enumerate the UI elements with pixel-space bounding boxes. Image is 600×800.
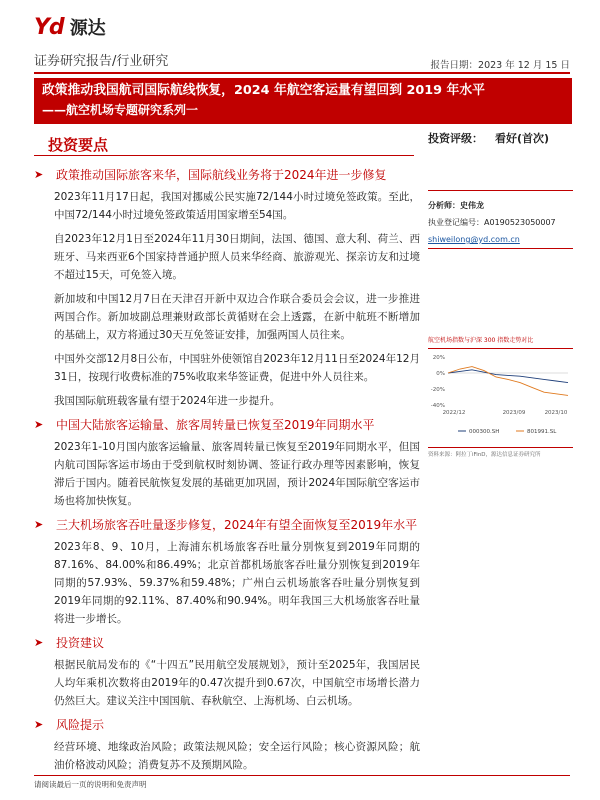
- paragraph: 自2023年12月1日至2024年11月30日期间，法国、德国、意大利、荷兰、西班牙、马来西亚6个国家持普通护照人员来华经商、旅游观光、探亲访友和过境不超过15天，可免签入境。: [54, 233, 420, 281]
- bullet-heading: [34, 166, 420, 184]
- legend-label: 000300.SH: [469, 429, 500, 435]
- investment-rating: [428, 130, 573, 146]
- y-tick-label: 0%: [436, 371, 445, 377]
- paragraph: 经营环境、地缘政治风险；政策法规风险；安全运行风险；核心资源风险；航油价格波动风险；消费复苏不及预期风险。: [54, 741, 420, 771]
- title-banner: [34, 78, 572, 124]
- main-content: [34, 160, 420, 780]
- bullet-heading-text: 风险提示: [56, 718, 105, 732]
- y-tick-label: -40%: [430, 403, 445, 409]
- report-date: 报告日期：2023 年 12 月 15 日: [430, 60, 570, 71]
- analyst-label: 分析师：: [428, 201, 460, 210]
- sidebar-divider: [428, 248, 573, 249]
- report-type: 证券研究报告/行业研究: [34, 54, 169, 69]
- rating-label: 投资评级：: [428, 132, 483, 145]
- x-tick-label: 2023/09: [502, 410, 526, 416]
- report-title: 政策推动我国航司国际航线恢复，2024 年航空客运量有望回到 2019 年水平: [42, 83, 485, 98]
- y-tick-label: 20%: [432, 355, 445, 361]
- bullet-heading: [34, 516, 420, 534]
- paragraph: 中国外交部12月8日公布，中国驻外使领馆自2023年12月11日至2024年12月31日，按现行收费标准的75%收取来华签证费，促进中外人员往来。: [54, 353, 420, 383]
- chart-source: 资料来源：阿拉丁iFinD，源达信息证券研究所: [428, 447, 573, 458]
- rating-value: 看好(首次): [495, 132, 550, 145]
- arrow-icon: ➤: [34, 168, 44, 181]
- legend-label: 801991.SL: [527, 429, 557, 435]
- footer-rule: [34, 775, 570, 776]
- series-line-000300.SH: [448, 370, 568, 383]
- arrow-icon: ➤: [34, 518, 44, 531]
- paragraph: 我国国际航班载客量有望于2024年进一步提升。: [54, 395, 281, 407]
- bullet-heading: [34, 716, 420, 734]
- sidebar-divider: [428, 190, 573, 191]
- arrow-icon: ➤: [34, 718, 44, 731]
- analyst-info: [428, 199, 573, 229]
- paragraph: 2023年8、9、10月，上海浦东机场旅客吞吐量分别恢复到2019年同期的87.16%、84.00%和86.49%；北京首都机场旅客吞吐量分别恢复到2019年同期的57.93%、59.37%和59.48%；广州白云机场旅客吞吐量分别恢复到2019年同期的92.11%、87.40%和90.94%。明年我国三大机场旅客吞吐量将进一步增长。: [54, 541, 420, 625]
- arrow-icon: ➤: [34, 418, 44, 431]
- bullet-heading: [34, 634, 420, 652]
- cert-number: A0190523050007: [484, 218, 556, 227]
- paragraph: 根据民航局发布的《“十四五”民用航空发展规划》，预计至2025年，我国居民人均年乘机次数将由2019年的0.47次提升到0.67次，中国航空市场增长潜力仍然巨大。建议关注中国国航、春秋航空、上海机场、白云机场。: [54, 659, 420, 707]
- report-subtitle: ——航空机场专题研究系列一: [42, 103, 199, 117]
- performance-chart: [428, 349, 573, 441]
- chart-title: 航空机场指数与沪深 300 指数走势对比: [428, 337, 534, 344]
- footer-disclaimer: 请阅读最后一页的说明和免责声明: [34, 780, 147, 789]
- cert-label: 执业登记编号：: [428, 218, 484, 227]
- paragraph: 2023年11月17日起，我国对挪威公民实施72/144小时过境免签政策。至此，中国72/144小时过境免签政策适用国家增至54国。: [54, 191, 420, 221]
- header-rule: [34, 72, 570, 74]
- bullet-heading-text: 投资建议: [56, 636, 105, 650]
- logo-text: 源达: [69, 18, 106, 39]
- logo-mark: Yd: [34, 14, 64, 40]
- company-logo: [34, 14, 106, 40]
- paragraph: 2023年1-10月国内旅客运输量、旅客周转量已恢复至2019年同期水平，但国内航司国际客运市场由于受到航权时刻协调、签证行政办理等因素影响，恢复滞后于国内。随着民航恢复发展的基础更加巩固，预计2024年国际航空客运市场也将加快恢复。: [54, 441, 420, 507]
- section-heading: 投资要点: [48, 136, 109, 154]
- x-tick-label: 2023/10: [544, 410, 568, 416]
- bullet-heading: [34, 416, 420, 434]
- chart-container: [428, 348, 573, 445]
- bullet-heading-text: 政策推动国际旅客来华，国际航线业务将于2024年进一步修复: [56, 168, 387, 182]
- paragraph: 新加坡和中国12月7日在天津召开新中双边合作联合委员会会议，进一步推进两国合作。新加坡副总理兼财政部长黄循财在会上透露，在新中航班不断增加的基础上，双方将通过30天互免签证安排，加强两国人员往来。: [54, 293, 420, 341]
- x-tick-label: 2022/12: [442, 410, 466, 416]
- sidebar: [428, 130, 573, 458]
- bullet-heading-text: 三大机场旅客吞吐量逐步修复，2024年有望全面恢复至2019年水平: [56, 518, 418, 532]
- y-tick-label: -20%: [430, 387, 445, 393]
- bullet-heading-text: 中国大陆旅客运输量、旅客周转量已恢复至2019年同期水平: [56, 418, 375, 432]
- arrow-icon: ➤: [34, 636, 44, 649]
- section-divider: [34, 155, 414, 156]
- analyst-email-link[interactable]: shiweilong@yd.com.cn: [428, 235, 520, 244]
- analyst-name: 史伟龙: [460, 201, 484, 210]
